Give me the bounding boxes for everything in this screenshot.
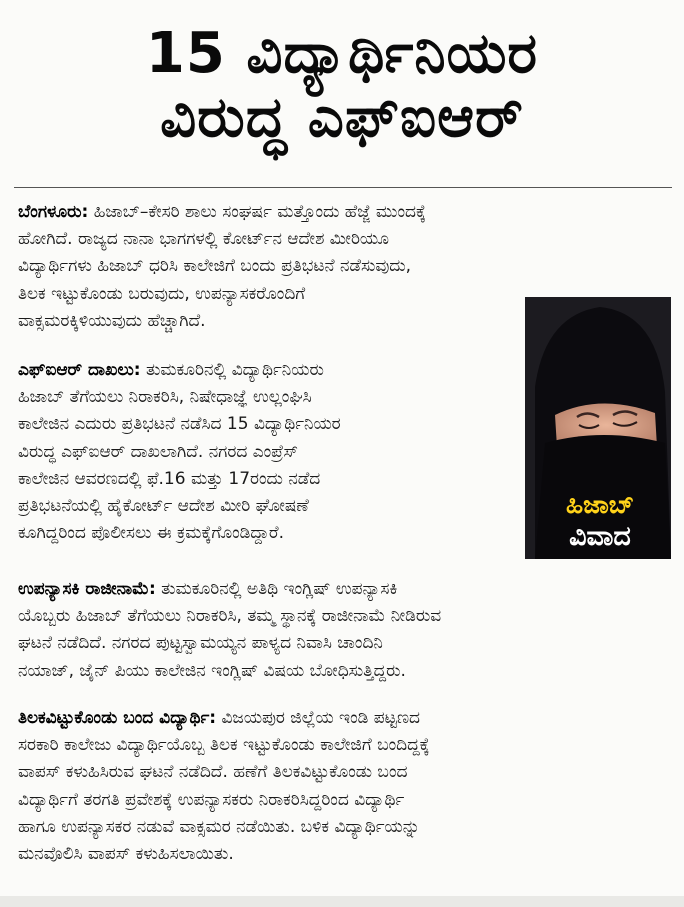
paragraph-line: ವಿದ್ಯಾರ್ಥಿಗಳು ಹಿಜಾಬ್ ಧರಿಸಿ ಕಾಲೇಜಿಗೆ ಬಂದು ಪ್ರತಿಭಟನೆ ನಡೆಸುವುದು, xyxy=(18,256,412,277)
tag-line-1: ಹಿಜಾಬ್ xyxy=(566,490,634,519)
paragraph-line: ಹಿಜಾಬ್ ತೆಗೆಯಲು ನಿರಾಕರಿಸಿ, ನಿಷೇಧಾಜ್ಞೆ ಉಲ್ಲಂಘಿಸಿ xyxy=(18,387,312,408)
paragraph-line: ಹೋಗಿದೆ. ರಾಜ್ಯದ ನಾನಾ ಭಾಗಗಳಲ್ಲಿ ಕೋರ್ಟ್‌ನ ಆದೇಶ ಮೀರಿಯೂ xyxy=(18,229,389,250)
paragraph-lead: ಬೆಂಗಳೂರು: xyxy=(18,202,89,222)
paragraph-line: ನಯಾಜ್, ಜೈನ್ ಪಿಯು ಕಾಲೇಜಿನ ಇಂಗ್ಲಿಷ್ ವಿಷಯ ಬೋಧಿಸುತ್ತಿದ್ದರು. xyxy=(18,660,406,681)
paragraph-tilak-student xyxy=(18,705,662,868)
paragraph-line: ಪ್ರತಿಭಟನೆಯಲ್ಲಿ ಹೈಕೋರ್ಟ್ ಆದೇಶ ಮೀರಿ ಘೋಷಣೆ xyxy=(18,496,309,517)
paragraph-lead: ಉಪನ್ಯಾಸಕಿ ರಾಜೀನಾಮೆ: xyxy=(18,579,156,599)
headline-line-1: 15 ವಿದ್ಯಾರ್ಥಿನಿಯರ xyxy=(145,21,539,86)
paragraph-line: ಹಾಗೂ ಉಪನ್ಯಾಸಕರ ನಡುವೆ ವಾಕ್ಸಮರ ನಡೆಯಿತು. ಬಳಿಕ ವಿದ್ಯಾರ್ಥಿಯನ್ನು xyxy=(18,816,420,837)
paragraph-line: ಹಿಜಾಬ್–ಕೇಸರಿ ಶಾಲು ಸಂಘರ್ಷ ಮತ್ತೊಂದು ಹೆಜ್ಜೆ ಮುಂದಕ್ಕೆ xyxy=(88,202,426,222)
paragraph-line: ಕಾಲೇಜಿನ ಎದುರು ಪ್ರತಿಭಟನೆ ನಡೆಸಿದ 15 ವಿದ್ಯಾರ್ಥಿನಿಯರ xyxy=(18,414,341,435)
paragraph-line: ಸರಕಾರಿ ಕಾಲೇಜು ವಿದ್ಯಾರ್ಥಿಯೊಬ್ಬ ತಿಲಕ ಇಟ್ಟುಕೊಂಡು ಕಾಲೇಜಿಗೆ ಬಂದಿದ್ದಕ್ಕೆ xyxy=(18,735,430,756)
headline xyxy=(0,22,684,150)
paragraph-line: ತಿಲಕ ಇಟ್ಟುಕೊಂಡು ಬರುವುದು, ಉಪನ್ಯಾಸಕರೊಂದಿಗೆ xyxy=(18,283,306,304)
hijab-controversy-tag xyxy=(535,489,665,553)
paragraph-line: ವಿಜಯಪುರ ಜಿಲ್ಲೆಯ ಇಂಡಿ ಪಟ್ಟಣದ xyxy=(216,708,421,728)
paragraph-lead: ತಿಲಕವಿಟ್ಟುಕೊಂಡು ಬಂದ ವಿದ್ಯಾರ್ಥಿ: xyxy=(18,708,217,728)
paragraph-lecturer-resignation xyxy=(18,576,662,685)
paragraph-line: ವಾಕ್ಸಮರಕ್ಕಿಳಿಯುವುದು ಹೆಚ್ಚಾಗಿದೆ. xyxy=(18,310,206,331)
tag-line-2: ವಿವಾದ xyxy=(569,521,631,552)
paragraph-line: ಘಟನೆ ನಡೆದಿದೆ. ನಗರದ ಪುಟ್ಟಸ್ವಾಮಯ್ಯನ ಪಾಳ್ಯದ ನಿವಾಸಿ ಚಾಂದಿನಿ xyxy=(18,633,383,654)
paragraph-line: ಯೊಬ್ಬರು ಹಿಜಾಬ್ ತೆಗೆಯಲು ನಿರಾಕರಿಸಿ, ತಮ್ಮ ಸ್ಥಾನಕ್ಕೆ ರಾಜೀನಾಮೆ ನೀಡಿರುವ xyxy=(18,606,442,627)
page-bottom-edge xyxy=(0,896,684,907)
headline-divider xyxy=(14,187,672,188)
paragraph-line: ತುಮಕೂರಿನಲ್ಲಿ ಅತಿಥಿ ಇಂಗ್ಲಿಷ್ ಉಪನ್ಯಾಸಕಿ xyxy=(155,579,398,599)
paragraph-line: ವಿರುದ್ಧ ಎಫ್‌ಐಆರ್ ದಾಖಲಾಗಿದೆ. ನಗರದ ಎಂಪ್ರೆಸ್ xyxy=(18,441,299,462)
paragraph-line: ಕೂಗಿದ್ದರಿಂದ ಪೊಲೀಸಲು ಈ ಕ್ರಮಕ್ಕೆಗೊಂಡಿದ್ದಾರೆ. xyxy=(18,523,284,544)
paragraph-line: ಮನವೊಲಿಸಿ ವಾಪಸ್ ಕಳುಹಿಸಲಾಯಿತು. xyxy=(18,844,234,865)
paragraph-line: ವಿದ್ಯಾರ್ಥಿಗೆ ತರಗತಿ ಪ್ರವೇಶಕ್ಕೆ ಉಪನ್ಯಾಸಕರು ನಿರಾಕರಿಸಿದ್ದರಿಂದ ವಿದ್ಯಾರ್ಥಿ xyxy=(18,789,405,810)
paragraph-line: ವಾಪಸ್ ಕಳುಹಿಸಿರುವ ಘಟನೆ ನಡೆದಿದೆ. ಹಣೆಗೆ ತಿಲಕವಿಟ್ಟುಕೊಂಡು ಬಂದ xyxy=(18,762,408,783)
paragraph-line: ಕಾಲೇಜಿನ ಆವರಣದಲ್ಲಿ ಫೆ.16 ಮತ್ತು 17ರಂದು ನಡೆದ xyxy=(18,468,321,489)
headline-line-2: ವಿರುದ್ಧ ಎಫ್‌ಐಆರ್ xyxy=(160,85,524,150)
paragraph-fir xyxy=(18,357,513,547)
paragraph-lead: ಎಫ್‌ಐಆರ್ ದಾಖಲು: xyxy=(18,360,141,380)
paragraph-line: ತುಮಕೂರಿನಲ್ಲಿ ವಿದ್ಯಾರ್ಥಿನಿಯರು xyxy=(140,360,324,380)
